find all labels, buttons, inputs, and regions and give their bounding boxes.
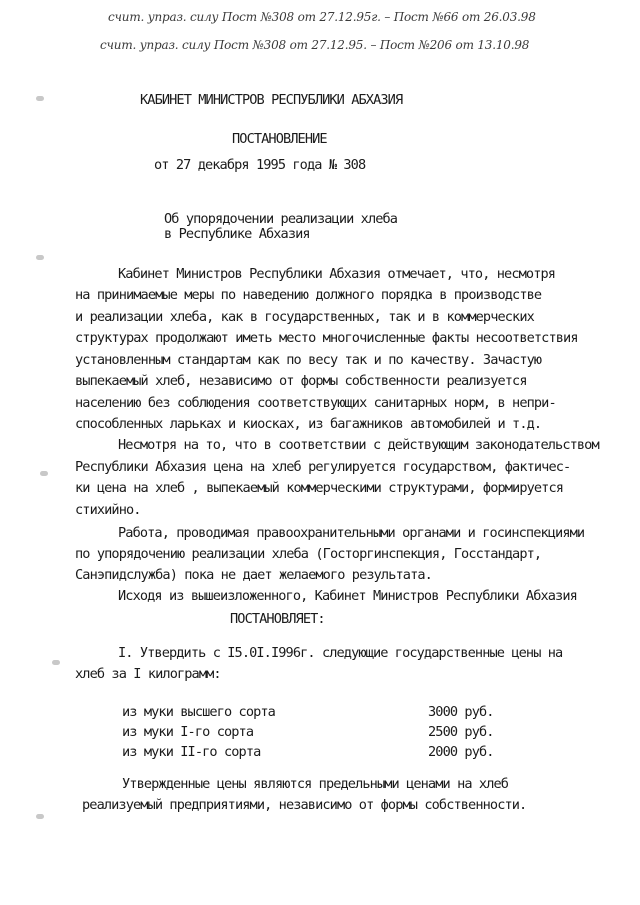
handwritten-annotation: счит. упраз. силу Пост №308 от 27.12.95г. – Пост №66 от 26.03.98	[108, 10, 536, 24]
body-line: и реализации хлеба, как в государственных, так и в коммерческих	[75, 309, 534, 325]
price-value: 2000 руб.	[428, 744, 494, 760]
body-line: населению без соблюдения соответствующих санитарных норм, в непри-	[75, 395, 556, 411]
price-label: из муки II-го сорта	[122, 744, 261, 760]
body-line: Кабинет Министров Республики Абхазия отмечает, что, несмотря	[118, 266, 556, 282]
handwritten-annotation: счит. упраз. силу Пост №308 от 27.12.95. – Пост №206 от 13.10.98	[100, 38, 530, 52]
body-line: выпекаемый хлеб, независимо от формы собственности реализуется	[75, 373, 527, 389]
body-line: Работа, проводимая правоохранительными органами и госинспекциями	[118, 525, 585, 541]
punch-hole-mark	[36, 814, 44, 819]
body-line: по упорядочению реализации хлеба (Госторгинспекция, Госстандарт,	[75, 546, 542, 562]
price-label: из муки высшего сорта	[122, 704, 275, 720]
body-line: установленным стандартам как по весу так и по качеству. Зачастую	[75, 352, 542, 368]
body-line: на принимаемые меры по наведению должного порядка в производстве	[75, 287, 542, 303]
body-line: Санэпидслужба) пока не дает желаемого результата.	[75, 567, 432, 583]
item-1-line: хлеб за I килограмм:	[75, 666, 221, 682]
document-type: ПОСТАНОВЛЕНИЕ	[232, 131, 327, 147]
body-line: ки цена на хлеб , выпекаемый коммерческими структурами, формируется	[75, 480, 564, 496]
body-line: Республики Абхазия цена на хлеб регулируется государством, фактичес-	[75, 459, 571, 475]
resolves-heading: ПОСТАНОВЛЯЕТ:	[230, 611, 325, 627]
item-1-line: I. Утвердить с I5.0I.I996г. следующие государственные цены на	[118, 645, 563, 661]
body-line: структурах продолжают иметь место многочисленные факты несоответствия	[75, 330, 578, 346]
punch-hole-mark	[52, 660, 60, 665]
punch-hole-mark	[36, 255, 44, 260]
subject-line: Об упорядочении реализации хлеба	[164, 211, 398, 227]
body-line: стихийно.	[75, 502, 141, 518]
punch-hole-mark	[40, 471, 48, 476]
date-number: от 27 декабря 1995 года № 308	[154, 157, 366, 173]
subject-line: в Республике Абхазия	[164, 226, 310, 242]
price-value: 2500 руб.	[428, 724, 494, 740]
closing-line: реализуемый предприятиями, независимо от формы собственности.	[82, 797, 527, 813]
punch-hole-mark	[36, 96, 44, 101]
price-value: 3000 руб.	[428, 704, 494, 720]
body-line: Несмотря на то, что в соответствии с действующим законодательством	[118, 437, 599, 453]
closing-line: Утвержденные цены являются предельными ценами на хлеб	[122, 776, 509, 792]
body-line: способленных ларьках и киосках, из багажников автомобилей и т.д.	[75, 416, 542, 432]
price-label: из муки I-го сорта	[122, 724, 254, 740]
body-line: Исходя из вышеизложенного, Кабинет Министров Республики Абхазия	[118, 588, 577, 604]
organization-title: КАБИНЕТ МИНИСТРОВ РЕСПУБЛИКИ АБХАЗИЯ	[140, 92, 403, 108]
